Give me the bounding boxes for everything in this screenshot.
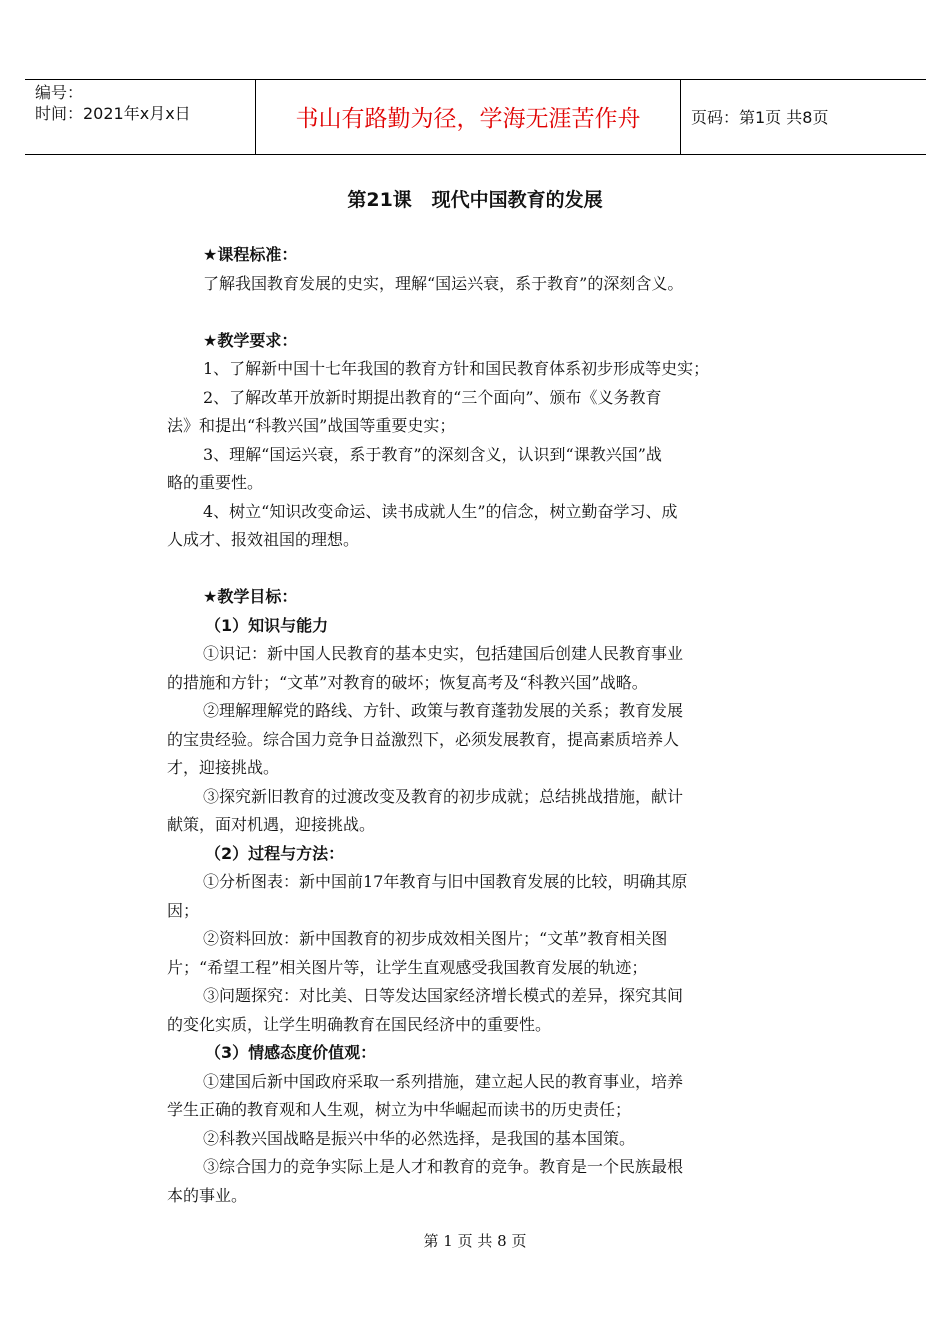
knowledge-line: 的宝贵经验。综合国力竞争日益激烈下，必须发展教育，提高素质培养人 bbox=[167, 729, 680, 749]
knowledge-line: ②理解理解党的路线、方针、政策与教育蓬勃发展的关系；教育发展 bbox=[203, 701, 684, 720]
requirement-line: 1、了解新中国十七年我国的教育方针和国民教育体系初步形成等史实； bbox=[203, 359, 710, 378]
page-footer: 第 1 页 共 8 页 bbox=[423, 1232, 527, 1250]
header-motto-cell bbox=[255, 80, 681, 154]
course-standard-text: 了解我国教育发展的史实，理解“国运兴衰，系于教育”的深刻含义。 bbox=[203, 273, 684, 293]
page-code-label: 页码：第1页 共8页 bbox=[691, 108, 829, 127]
process-method-heading: （2）过程与方法： bbox=[205, 843, 345, 863]
knowledge-line: 的措施和方针；“文革”对教育的破坏；恢复高考及“科教兴国”战略。 bbox=[167, 672, 648, 692]
process-line: 因； bbox=[167, 900, 200, 920]
requirement-line: 略的重要性。 bbox=[167, 473, 264, 492]
teaching-requirements-heading: ★教学要求： bbox=[203, 330, 298, 350]
teaching-goals-heading: ★教学目标： bbox=[203, 587, 298, 606]
process-line: ②资料回放：新中国教育的初步成效相关图片；“文革”教育相关图 bbox=[203, 929, 668, 948]
process-line: ③问题探究：对比美、日等发达国家经济增长模式的差异，探究其间 bbox=[203, 986, 684, 1005]
knowledge-ability-heading: （1）知识与能力 bbox=[205, 615, 329, 635]
process-line: 的变化实质，让学生明确教育在国民经济中的重要性。 bbox=[167, 1014, 552, 1034]
attitude-line: ①建国后新中国政府采取一系列措施，建立起人民的教育事业，培养 bbox=[203, 1071, 684, 1091]
attitude-values-heading: （3）情感态度价值观： bbox=[205, 1043, 377, 1062]
course-standard-heading: ★课程标准： bbox=[203, 245, 298, 264]
requirement-line: 人成才、报效祖国的理想。 bbox=[167, 530, 360, 549]
teaching-requirements-list bbox=[167, 355, 792, 555]
requirement-line: 3、理解“国运兴衰，系于教育”的深刻含义，认识到“课教兴国”战 bbox=[203, 444, 662, 464]
attitude-line: ②科教兴国战略是振兴中华的必然选择，是我国的基本国策。 bbox=[203, 1128, 636, 1148]
requirement-line: 法》和提出“科教兴国”战国等重要史实； bbox=[167, 416, 456, 435]
lesson-title: 第21课 现代中国教育的发展 bbox=[347, 189, 603, 211]
knowledge-line: ③探究新旧教育的过渡改变及教育的初步成就；总结挑战措施，献计 bbox=[203, 786, 684, 806]
paragraph-gap bbox=[167, 555, 792, 584]
knowledge-line: ①识记：新中国人民教育的基本史实，包括建国后创建人民教育事业 bbox=[203, 644, 684, 663]
attitude-line: 本的事业。 bbox=[167, 1185, 248, 1205]
requirement-line: 4、树立“知识改变命运、读书成就人生”的信念，树立勤奋学习、成 bbox=[203, 501, 678, 521]
document-time-label: 时间：2021年x月x日 bbox=[35, 104, 191, 123]
process-method-list bbox=[167, 868, 792, 1039]
page-header bbox=[25, 79, 926, 155]
paragraph-gap bbox=[167, 298, 792, 327]
attitude-line: 学生正确的教育观和人生观，树立为中华崛起而读书的历史责任； bbox=[167, 1100, 632, 1119]
attitude-line: ③综合国力的竞争实际上是人才和教育的竞争。教育是一个民族最根 bbox=[203, 1157, 684, 1176]
requirement-line: 2、了解改革开放新时期提出教育的“三个面向”、颁布《义务教育 bbox=[203, 387, 662, 407]
knowledge-ability-list bbox=[167, 640, 792, 840]
knowledge-line: 献策，面对机遇，迎接挑战。 bbox=[167, 815, 376, 834]
document-number-label: 编号： bbox=[35, 83, 84, 102]
motto-text: 书山有路勤为径，学海无涯苦作舟 bbox=[295, 106, 641, 132]
knowledge-line: 才，迎接挑战。 bbox=[167, 758, 280, 777]
document-body bbox=[167, 241, 792, 1210]
header-page-cell bbox=[681, 80, 926, 154]
header-info-cell bbox=[25, 80, 255, 154]
process-line: ①分析图表：新中国前17年教育与旧中国教育发展的比较，明确其原 bbox=[203, 872, 688, 891]
process-line: 片；“希望工程”相关图片等，让学生直观感受我国教育发展的轨迹； bbox=[167, 957, 648, 977]
attitude-values-list bbox=[167, 1068, 792, 1211]
